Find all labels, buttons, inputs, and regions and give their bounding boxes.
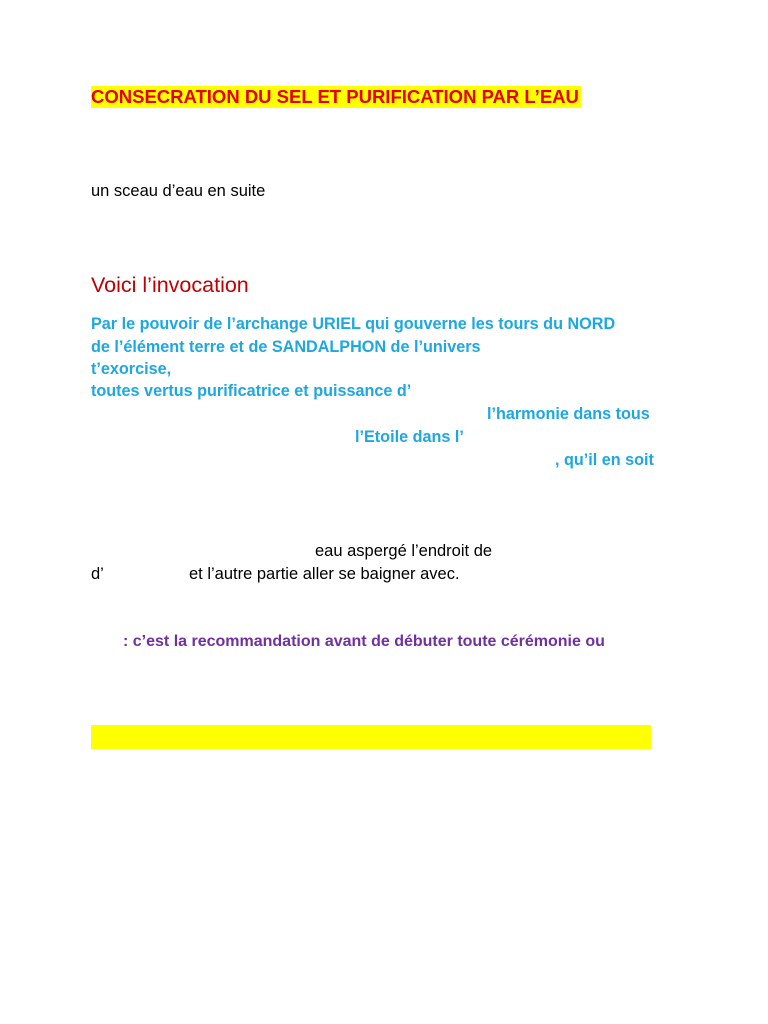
intro-text: un sceau d’eau en suite: [91, 182, 266, 200]
document-title: CONSECRATION DU SEL ET PURIFICATION PAR L’EAU: [91, 86, 579, 107]
invocation-line-5: l’harmonie dans tous: [487, 405, 650, 423]
body-line-1: eau aspergé l’endroit de: [315, 542, 493, 560]
invocation-heading: Voici l’invocation: [91, 273, 249, 297]
invocation-line-1-part-c: qui gouverne les tours du: [360, 315, 568, 333]
invocation-line-3: t’exorcise,: [91, 360, 172, 378]
invocation-line-2: [91, 336, 481, 358]
highlight-bar: [91, 725, 651, 749]
invocation-line-1-part-a: Par le pouvoir de l’archange: [91, 315, 313, 333]
recommendation-text: : c’est la recommandation avant de débuter toute cérémonie ou: [123, 633, 605, 650]
invocation-line-4: toutes vertus purificatrice et puissance d’: [91, 382, 412, 400]
invocation-line-1: [91, 313, 615, 335]
invocation-line-2-part-c: de l’univers: [386, 338, 481, 356]
invocation-line-7: , qu’il en soit: [555, 451, 654, 469]
invocation-name-nord: NORD: [567, 315, 616, 333]
invocation-line-6: l’Etoile dans l’: [355, 428, 464, 446]
body-line-2-end: et l’autre partie aller se baigner avec.: [189, 565, 460, 583]
invocation-name-uriel: URIEL: [312, 315, 361, 333]
invocation-name-sandalphon: SANDALPHON: [271, 338, 387, 356]
body-line-2-start: d’: [91, 565, 104, 583]
invocation-line-2-part-a: de l’élément terre et de: [91, 338, 272, 356]
